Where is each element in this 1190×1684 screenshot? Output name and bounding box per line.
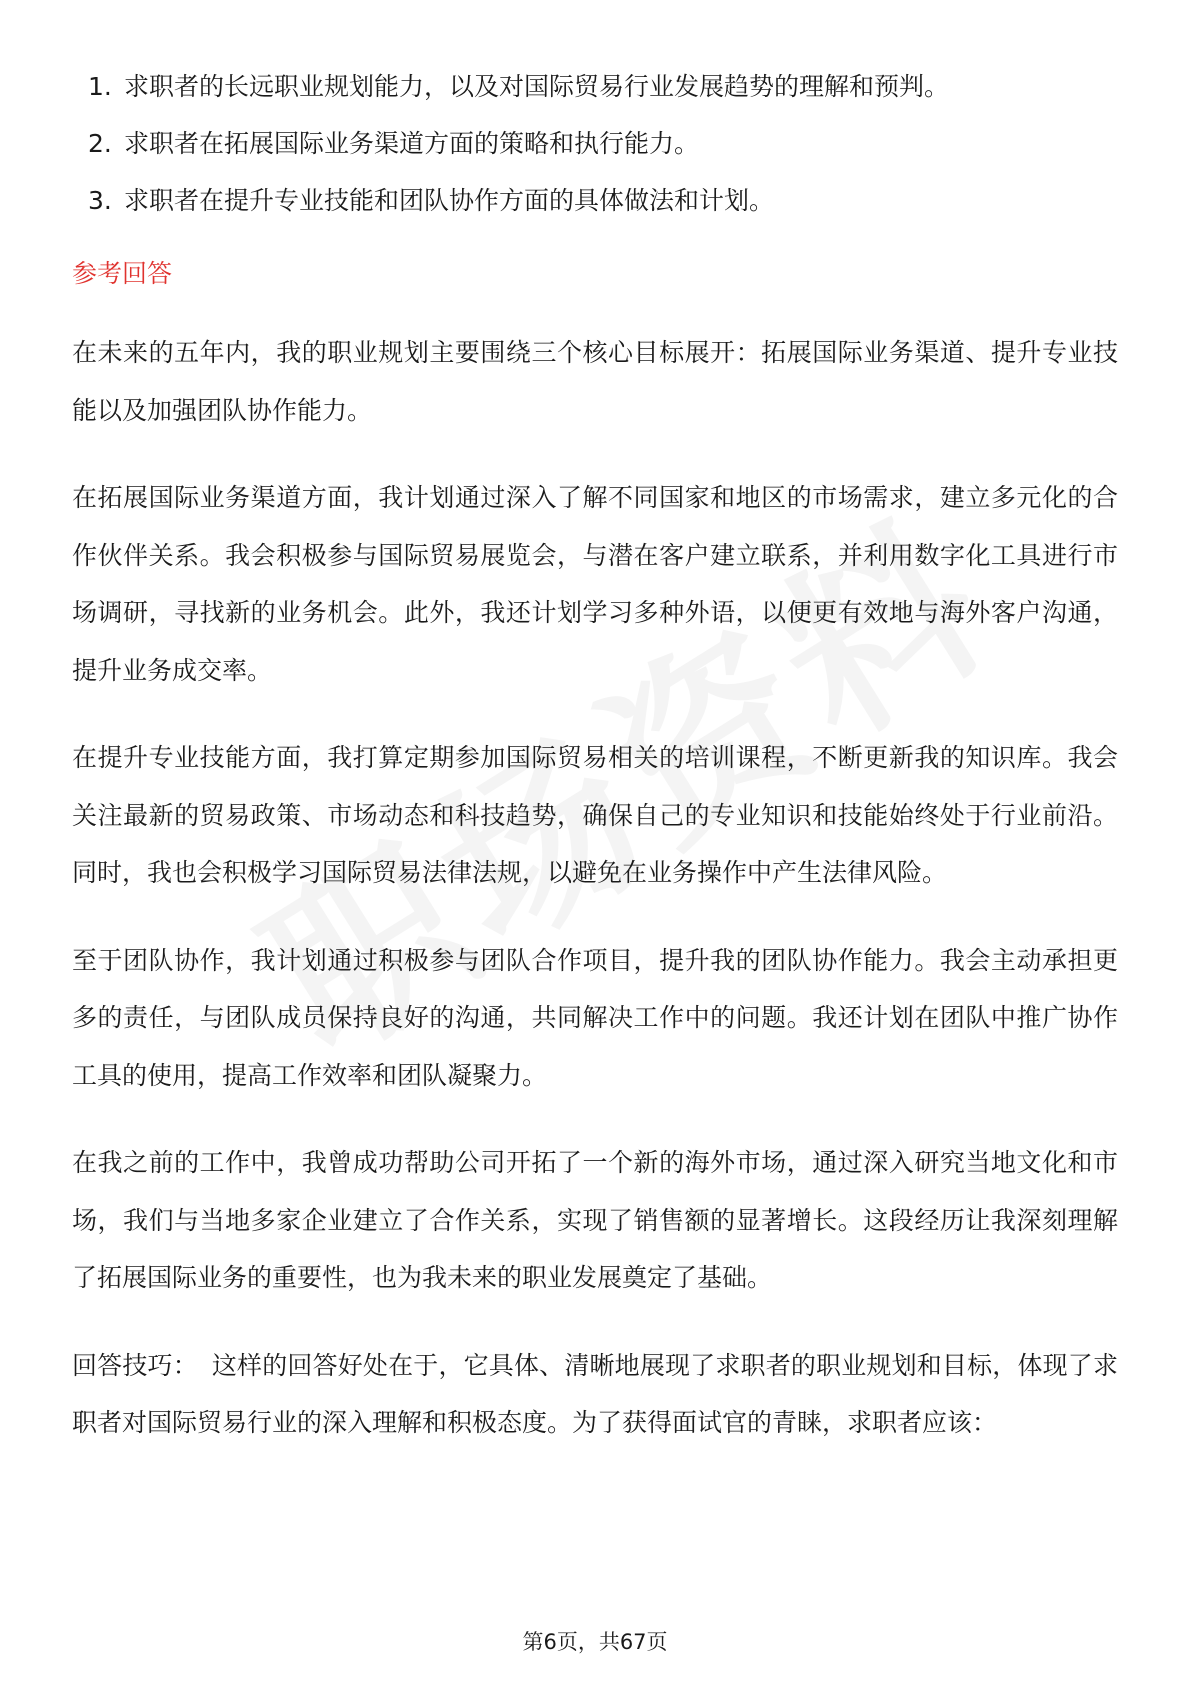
list-item bbox=[72, 58, 1118, 115]
criteria-list bbox=[72, 58, 1118, 229]
list-item-text: 求职者在拓展国际业务渠道方面的策略和执行能力。 bbox=[124, 129, 700, 158]
answer-paragraph: 至于团队协作，我计划通过积极参与团队合作项目，提升我的团队协作能力。我会主动承担更多的责任，与团队成员保持良好的沟通，共同解决工作中的问题。我还计划在团队中推广协作工具的使用，提高工作效率和团队凝聚力。 bbox=[72, 945, 1118, 1090]
list-item-text: 求职者在提升专业技能和团队协作方面的具体做法和计划。 bbox=[124, 186, 775, 215]
list-item bbox=[72, 115, 1118, 172]
answer-tip bbox=[72, 1337, 1118, 1452]
list-number: 1. bbox=[88, 72, 112, 101]
list-number: 3. bbox=[88, 186, 112, 215]
list-item-text: 求职者的长远职业规划能力，以及对国际贸易行业发展趋势的理解和预判。 bbox=[124, 72, 950, 101]
tip-label: 回答技巧： bbox=[72, 1350, 198, 1380]
list-number: 2. bbox=[88, 129, 112, 158]
page-number-footer: 第6页，共67页 bbox=[522, 1630, 668, 1654]
answer-paragraph: 在我之前的工作中，我曾成功帮助公司开拓了一个新的海外市场，通过深入研究当地文化和市场，我们与当地多家企业建立了合作关系，实现了销售额的显著增长。这段经历让我深刻理解了拓展国际业务的重要性，也为我未来的职业发展奠定了基础。 bbox=[72, 1148, 1118, 1292]
reference-answer-heading: 参考回答 bbox=[72, 259, 173, 288]
list-item bbox=[72, 172, 1118, 229]
answer-paragraph: 在未来的五年内，我的职业规划主要围绕三个核心目标展开：拓展国际业务渠道、提升专业技能以及加强团队协作能力。 bbox=[72, 338, 1118, 425]
answer-paragraph: 在提升专业技能方面，我打算定期参加国际贸易相关的培训课程，不断更新我的知识库。我会关注最新的贸易政策、市场动态和科技趋势，确保自己的专业知识和技能始终处于行业前沿。同时，我也会积极学习国际贸易法律法规，以避免在业务操作中产生法律风险。 bbox=[72, 743, 1118, 887]
tip-text: 这样的回答好处在于，它具体、清晰地展现了求职者的职业规划和目标，体现了求职者对国际贸易行业的深入理解和积极态度。为了获得面试官的青睐，求职者应该： bbox=[72, 1350, 1118, 1437]
page-content bbox=[72, 58, 1118, 1482]
answer-paragraph: 在拓展国际业务渠道方面，我计划通过深入了解不同国家和地区的市场需求，建立多元化的合作伙伴关系。我会积极参与国际贸易展览会，与潜在客户建立联系，并利用数字化工具进行市场调研，寻找新的业务机会。此外，我还计划学习多种外语，以便更有效地与海外客户沟通，提升业务成交率。 bbox=[72, 483, 1118, 685]
